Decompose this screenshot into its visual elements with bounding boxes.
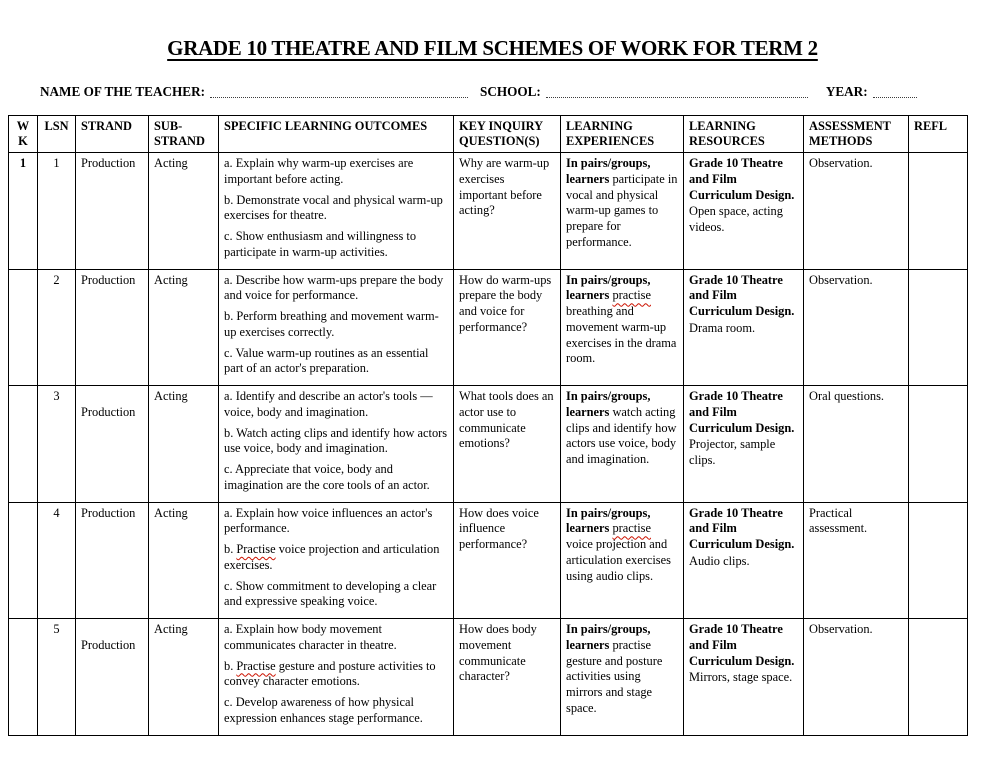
school-label: SCHOOL: [480, 84, 541, 99]
experiences-cell: In pairs/groups, learners watch acting clips and identify how actors use voice, body and imagination. [561, 386, 684, 503]
column-header: WK [9, 116, 38, 153]
resource-items: Open space, acting videos. [689, 204, 783, 234]
teacher-name-label: NAME OF THE TEACHER: [40, 84, 205, 99]
outcome-item: b. Practise gesture and posture activities to convey character emotions. [224, 658, 436, 689]
table-body [9, 153, 968, 736]
resources-cell [684, 502, 804, 619]
assessment-cell: Observation. [804, 153, 909, 270]
resource-items: Projector, sample clips. [689, 437, 776, 467]
resources-cell [684, 269, 804, 386]
experience-lead-bold: In pairs/groups, learners [566, 505, 651, 536]
strand-cell: Production [76, 386, 149, 503]
outcome-item: b. Perform breathing and movement warm-up exercises correctly. [224, 309, 439, 339]
experiences-cell: In pairs/groups, learners participate in vocal and physical warm-up games to prepare for performance. [561, 153, 684, 270]
strand-cell: Production [76, 502, 149, 619]
reflection-cell [909, 619, 968, 736]
column-header: KEY INQUIRY QUESTION(S) [454, 116, 561, 153]
experiences-cell: In pairs/groups, learners practise breathing and movement warm-up exercises in the drama room. [561, 269, 684, 386]
column-header: SPECIFIC LEARNING OUTCOMES [219, 116, 454, 153]
lesson-cell: 4 [38, 502, 76, 619]
resources-cell [684, 386, 804, 503]
outcome-item: c. Show enthusiasm and willingness to participate in warm-up activities. [224, 229, 417, 259]
outcomes-cell [219, 269, 454, 386]
school-blank [546, 96, 808, 98]
resource-items: Audio clips. [689, 553, 750, 568]
sub-strand-cell: Acting [149, 269, 219, 386]
outcomes-cell [219, 386, 454, 503]
outcome-item: a. Explain why warm-up exercises are important before acting. [224, 156, 414, 186]
column-header: LSN [38, 116, 76, 153]
strand-cell: Production [76, 269, 149, 386]
experience-lead-bold: In pairs/groups, learners [566, 622, 651, 652]
outcome-item: b. Practise voice projection and articulation exercises. [224, 542, 440, 572]
outcome-item: a. Explain how body movement communicates character in theatre. [224, 622, 397, 652]
outcomes-cell [219, 619, 454, 736]
reflection-cell [909, 153, 968, 270]
outcome-item: b. Demonstrate vocal and physical warm-up exercises for theatre. [224, 192, 443, 223]
table-row [9, 386, 968, 503]
inquiry-cell: Why are warm-up exercises important before acting? [454, 153, 561, 270]
table-row [9, 269, 968, 386]
teacher-name-blank [210, 96, 468, 98]
experiences-cell: In pairs/groups, learners practise voice projection and articulation exercises using audio clips. [561, 502, 684, 619]
inquiry-cell: How do warm-ups prepare the body and voice for performance? [454, 269, 561, 386]
sub-strand-cell: Acting [149, 386, 219, 503]
sub-strand-cell: Acting [149, 619, 219, 736]
sub-strand-cell: Acting [149, 502, 219, 619]
table-header [9, 116, 968, 153]
resource-items: Drama room. [689, 320, 756, 335]
assessment-cell: Oral questions. [804, 386, 909, 503]
document-page [0, 36, 985, 759]
column-header: STRAND [76, 116, 149, 153]
spellcheck-word: Practise [236, 542, 276, 556]
experiences-cell: In pairs/groups, learners practise gesture and posture activities using mirrors and stage space. [561, 619, 684, 736]
year-blank [873, 96, 917, 98]
sub-strand-cell: Acting [149, 153, 219, 270]
spellcheck-word: practise [612, 521, 651, 536]
column-header: LEARNING RESOURCES [684, 116, 804, 153]
page-title: GRADE 10 THEATRE AND FILM SCHEMES OF WORK FOR TERM 2 [167, 36, 818, 60]
outcome-item: c. Value warm-up routines as an essential part of an actor's preparation. [224, 345, 429, 376]
resource-curriculum-bold: Grade 10 Theatre and Film Curriculum Design. [689, 389, 795, 435]
resource-items: Mirrors, stage space. [689, 670, 793, 685]
outcome-item: a. Explain how voice influences an actor's performance. [224, 505, 433, 536]
outcome-item: b. Watch acting clips and identify how actors use voice, body and imagination. [224, 425, 448, 456]
reflection-cell [909, 502, 968, 619]
table-row [9, 502, 968, 619]
outcome-item: c. Develop awareness of how physical expression enhances stage performance. [224, 695, 423, 725]
outcomes-cell [219, 153, 454, 270]
outcome-item: a. Describe how warm-ups prepare the body and voice for performance. [224, 272, 444, 303]
spellcheck-word: Practise [236, 658, 276, 673]
week-cell [9, 502, 38, 619]
reflection-cell [909, 269, 968, 386]
lesson-cell: 2 [38, 269, 76, 386]
lesson-cell: 1 [38, 153, 76, 270]
table-row [9, 153, 968, 270]
inquiry-cell: How does voice influence performance? [454, 502, 561, 619]
strand-cell: Production [76, 619, 149, 736]
week-cell [9, 269, 38, 386]
outcome-item: c. Show commitment to developing a clear and expressive speaking voice. [224, 578, 437, 609]
spellcheck-word: practise [612, 288, 651, 303]
inquiry-cell: How does body movement communicate character? [454, 619, 561, 736]
week-cell: 1 [9, 153, 38, 270]
outcomes-cell [219, 502, 454, 619]
resource-curriculum-bold: Grade 10 Theatre and Film Curriculum Design. [689, 156, 795, 202]
experience-lead-bold: In pairs/groups, learners [566, 156, 651, 186]
column-header: LEARNING EXPERIENCES [561, 116, 684, 153]
assessment-cell: Observation. [804, 269, 909, 386]
lesson-cell: 3 [38, 386, 76, 503]
resource-curriculum-bold: Grade 10 Theatre and Film Curriculum Design. [689, 505, 795, 551]
outcome-item: c. Appreciate that voice, body and imagination are the core tools of an actor. [224, 462, 430, 492]
outcome-item: a. Identify and describe an actor's tools — voice, body and imagination. [224, 389, 433, 419]
resource-curriculum-bold: Grade 10 Theatre and Film Curriculum Design. [689, 622, 795, 668]
lesson-cell: 5 [38, 619, 76, 736]
table-row [9, 619, 968, 736]
resources-cell [684, 619, 804, 736]
week-cell [9, 386, 38, 503]
assessment-cell: Observation. [804, 619, 909, 736]
reflection-cell [909, 386, 968, 503]
experience-lead-bold: In pairs/groups, learners [566, 272, 651, 303]
week-cell [9, 619, 38, 736]
resource-curriculum-bold: Grade 10 Theatre and Film Curriculum Design. [689, 272, 795, 318]
column-header: REFL [909, 116, 968, 153]
header-row [9, 116, 968, 153]
experience-lead-bold: In pairs/groups, learners [566, 389, 651, 419]
assessment-cell: Practical assessment. [804, 502, 909, 619]
column-header: ASSESSMENT METHODS [804, 116, 909, 153]
year-label: YEAR: [825, 84, 868, 99]
strand-cell: Production [76, 153, 149, 270]
column-header: SUB-STRAND [149, 116, 219, 153]
inquiry-cell: What tools does an actor use to communicate emotions? [454, 386, 561, 503]
header-fields [40, 83, 945, 100]
resources-cell [684, 153, 804, 270]
schemes-of-work-table [8, 115, 968, 736]
